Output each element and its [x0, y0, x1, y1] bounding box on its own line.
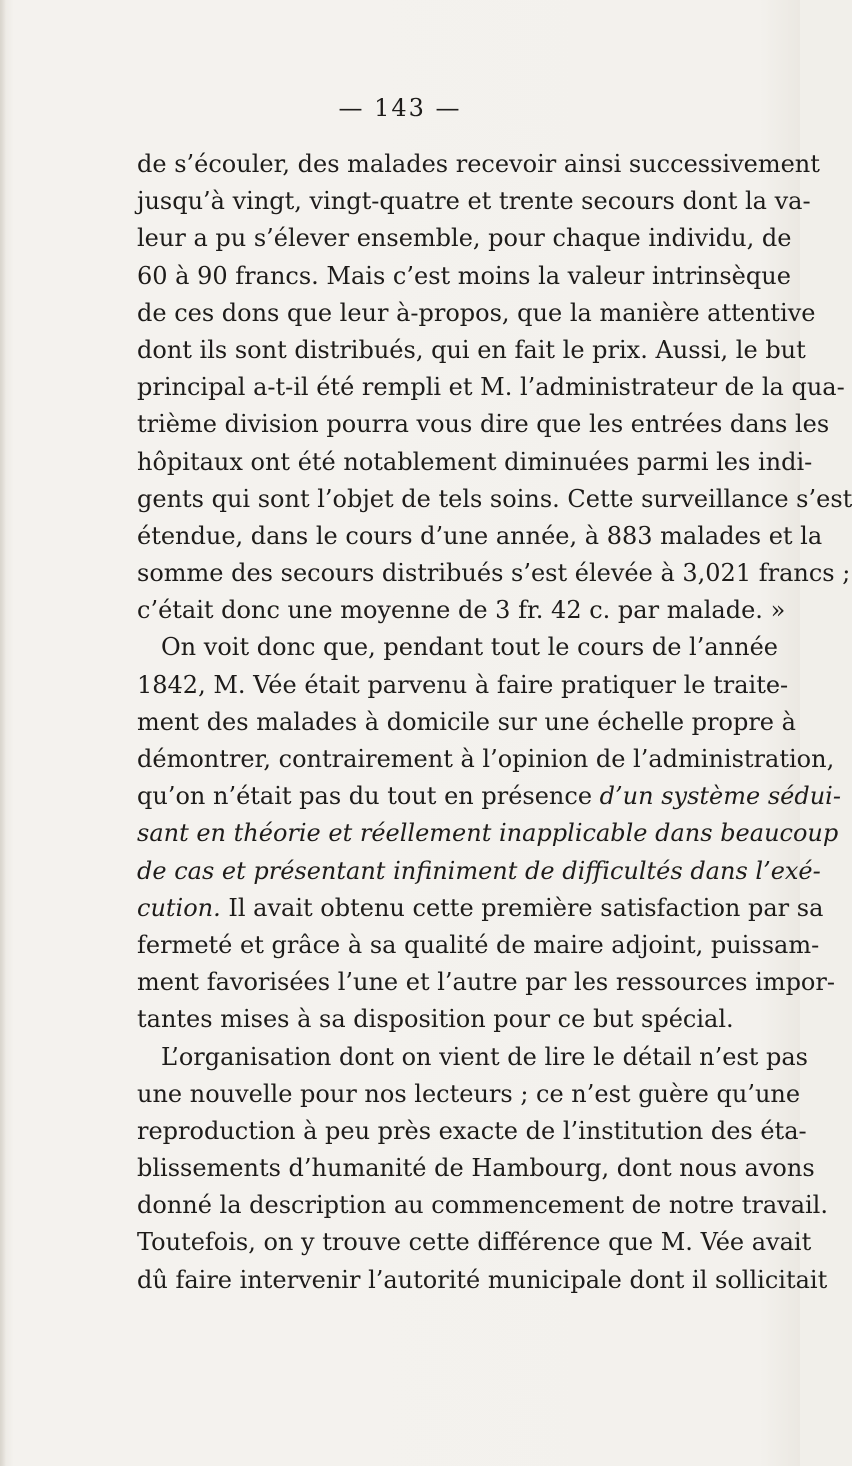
- text-line: [137, 778, 841, 815]
- page-number: — 143 —: [338, 94, 462, 122]
- italic-text: cution.: [137, 893, 221, 922]
- line-text: de s’écouler, des malades recevoir ainsi successivement: [137, 150, 820, 178]
- line-text: leur a pu s’élever ensemble, pour chaque individu, de: [137, 224, 792, 253]
- text-line: [137, 890, 824, 927]
- line-text: qu’on n’était pas du tout en présence: [137, 782, 600, 811]
- italic-text: sant en théorie et réellement inapplicable dans beaucoup: [137, 819, 839, 848]
- line-text: étendue, dans le cours d’une année, à 883 malades et la: [137, 521, 823, 550]
- text-line: [137, 1150, 815, 1187]
- text-line: [137, 444, 813, 481]
- text-line: [137, 1001, 761, 1038]
- line-text: principal a-t-il été rempli et M. l’administrateur de la qua-: [137, 373, 845, 402]
- text-line: [137, 1262, 828, 1299]
- line-text: jusqu’à vingt, vingt-quatre et trente secours dont la va-: [137, 187, 811, 216]
- line-text: c’était donc une moyenne de 3 fr. 42 c. par malade. »: [137, 596, 786, 625]
- text-line: [137, 481, 852, 518]
- text-line: [137, 1187, 828, 1224]
- line-text: dont ils sont distribués, qui en fait le prix. Aussi, le but: [137, 335, 806, 364]
- text-line: [137, 146, 820, 183]
- text-line: [137, 704, 796, 741]
- text-line: [137, 667, 789, 704]
- text-line: [137, 295, 816, 332]
- text-line: [137, 332, 806, 369]
- line-text: de ces dons que leur à-propos, que la manière attentive: [137, 298, 816, 327]
- line-text: hôpitaux ont été notablement diminuées parmi les indi-: [137, 447, 813, 476]
- page-binding-shadow: [0, 0, 6, 1466]
- line-text: démontrer, contrairement à l’opinion de l’administration,: [137, 745, 835, 773]
- line-text: dû faire intervenir l’autorité municipale dont il sollicitait: [137, 1265, 828, 1294]
- line-text: Toutefois, on y trouve cette différence que M. Vée avait: [137, 1228, 812, 1257]
- text-line: [137, 1076, 801, 1113]
- line-text: somme des secours distribués s’est élevée à 3,021 francs ;: [137, 559, 851, 588]
- text-line: [137, 592, 786, 629]
- line-text: L’organisation dont on vient de lire le détail n’est pas: [161, 1042, 808, 1071]
- line-text: blissements d’humanité de Hambourg, dont nous avons: [137, 1154, 815, 1183]
- body-text: [137, 146, 852, 1299]
- line-text: reproduction à peu près exacte de l’institution des éta-: [137, 1116, 807, 1145]
- line-text: une nouvelle pour nos lecteurs ; ce n’est guère qu’une: [137, 1079, 801, 1108]
- line-text: On voit donc que, pendant tout le cours de l’année: [161, 633, 778, 662]
- text-line: [137, 741, 835, 778]
- line-text: tantes mises à sa disposition pour ce but spécial.: [137, 1005, 734, 1034]
- text-line: [137, 518, 823, 555]
- text-line: [137, 964, 835, 1001]
- text-line: [137, 183, 811, 220]
- text-line: [137, 555, 851, 592]
- line-text: donné la description au commencement de notre travail.: [137, 1191, 828, 1220]
- line-text: 1842, M. Vée était parvenu à faire pratiquer le traite-: [137, 670, 789, 699]
- text-line: [137, 1224, 812, 1261]
- text-line: [137, 815, 839, 852]
- text-line: [137, 220, 792, 257]
- text-line: [137, 406, 830, 443]
- line-text: trième division pourra vous dire que les entrées dans les: [137, 410, 830, 439]
- line-text: fermeté et grâce à sa qualité de maire adjoint, puissam-: [137, 930, 820, 959]
- line-text: 60 à 90 francs. Mais c’est moins la valeur intrinsèque: [137, 261, 791, 290]
- text-line: [137, 369, 845, 406]
- line-text: gents qui sont l’objet de tels soins. Cette surveillance s’est: [137, 484, 852, 513]
- text-line: [137, 1113, 807, 1150]
- line-text: ment favorisées l’une et l’autre par les ressources impor-: [137, 968, 835, 997]
- text-line: [137, 853, 821, 890]
- text-line: [137, 1039, 808, 1076]
- italic-text: d’un système sédui-: [599, 782, 841, 811]
- text-line: [137, 258, 791, 295]
- text-line: [137, 629, 778, 666]
- line-text: Il avait obtenu cette première satisfaction par sa: [220, 893, 824, 922]
- italic-text: de cas et présentant infiniment de difficultés dans l’exé-: [137, 856, 821, 885]
- text-line: [137, 927, 820, 964]
- line-text: ment des malades à domicile sur une échelle propre à: [137, 707, 796, 736]
